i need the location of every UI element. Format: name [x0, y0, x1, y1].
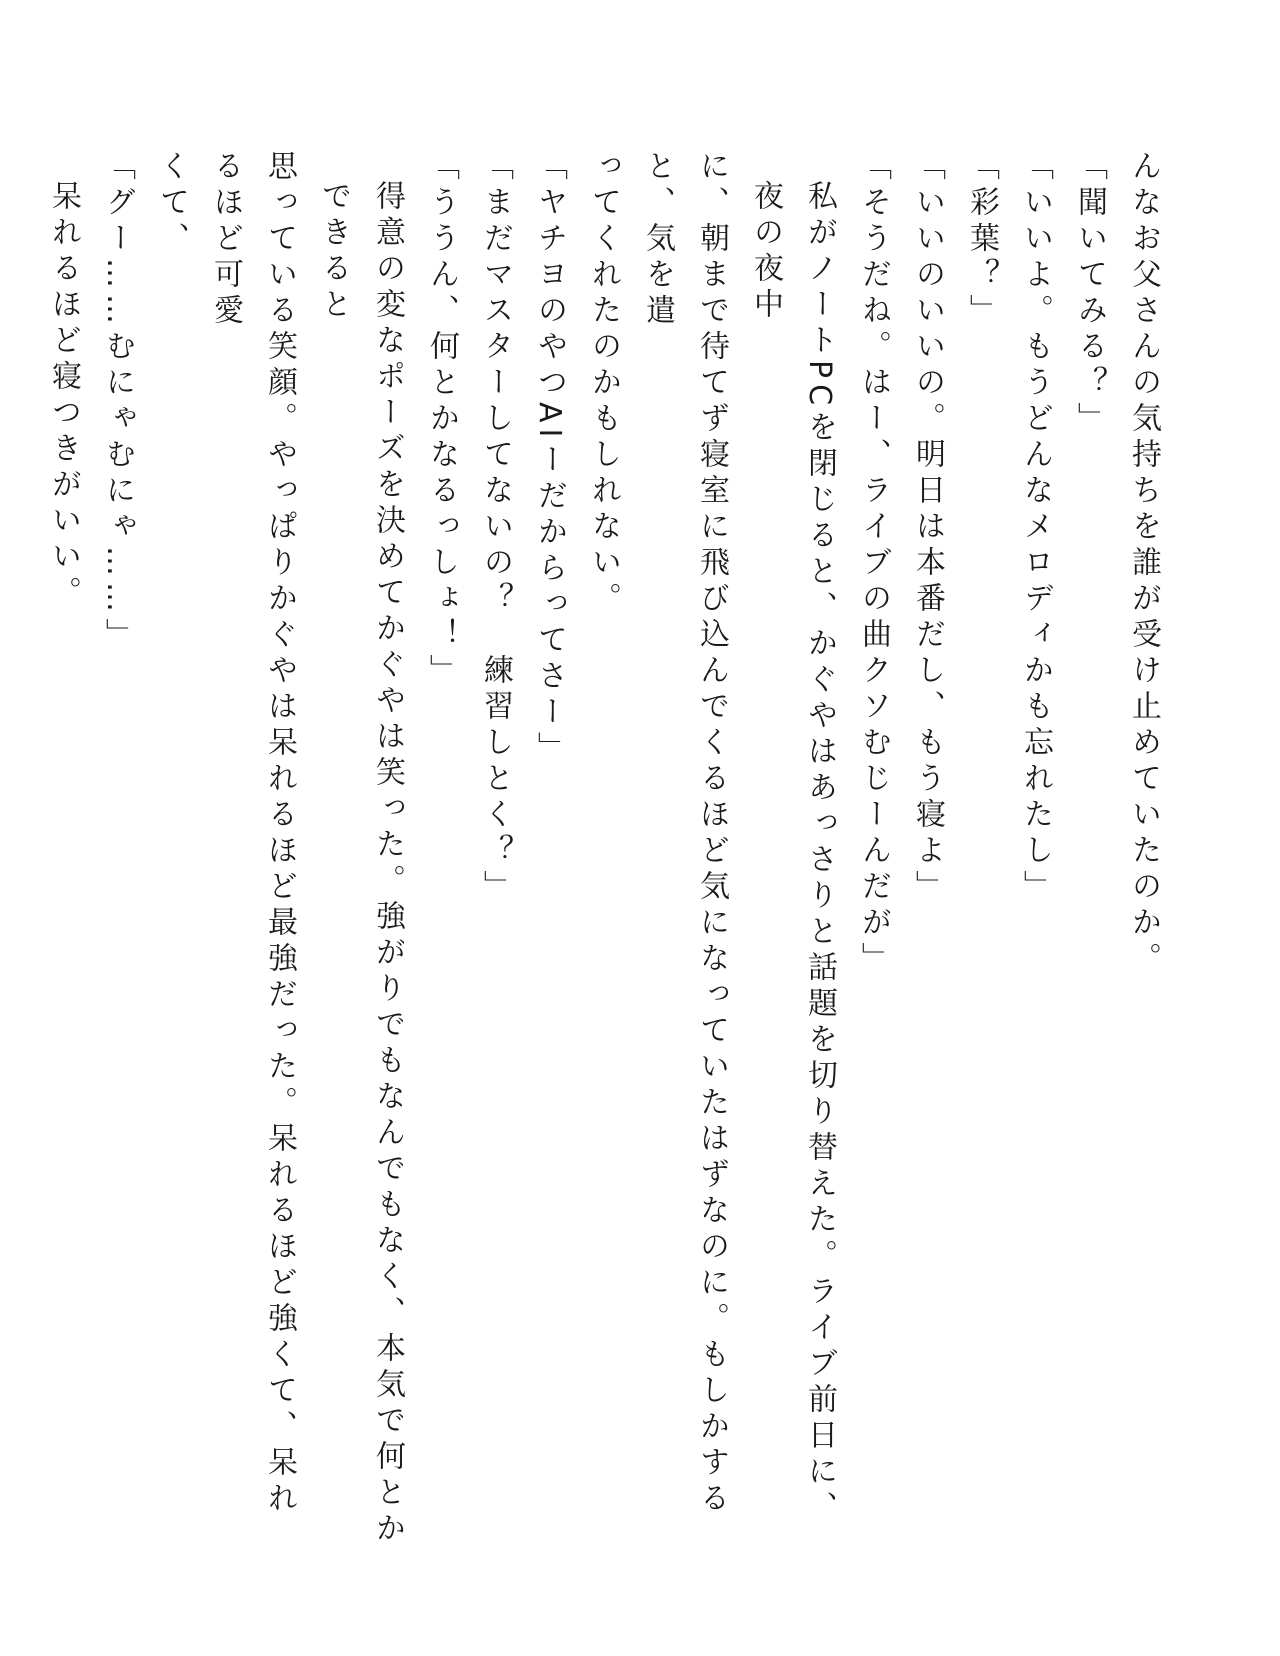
text-line: んなお父さんの気持ちを誰が受け止めていたのか。	[1126, 150, 1161, 978]
text-line: 思っている笑顔。やっぱりかぐやは呆れるほど最強だった。呆れるほど強くて、呆れるほど可愛	[208, 150, 297, 1518]
text-line: 「そうだね。はー、ライブの曲クソむじーんだが」	[856, 150, 891, 978]
text-line: 呆れるほど寝つきがいい。	[46, 180, 81, 612]
text-line: 私がノートPCを閉じると、かぐやはあっさりと話題を切り替えた。ライブ前日に、夜の夜中	[748, 180, 837, 1528]
text-line: 「いいのいいの。明日は本番だし、もう寝よ」	[910, 150, 945, 906]
text-line: 「いいよ。もうどんなメロディかも忘れたし」	[1018, 150, 1053, 906]
text-line: 得意の変なポーズを決めてかぐやは笑った。強がりでもなんでもなく、本気で何とかできると	[316, 180, 405, 1548]
text-line: 「ヤチヨのやつAIーだからってさー」	[532, 150, 567, 768]
text-line: 「まだマスターしてないの？ 練習しとく？」	[478, 150, 513, 906]
text-line: 「聞いてみる？」	[1072, 150, 1107, 438]
text-line: くて、	[154, 150, 189, 258]
text-line: 「グー……むにゃむにゃ……」	[100, 150, 135, 654]
text-line: に、朝まで待てず寝室に飛び込んでくるほど気になっていたはずなのに。もしかすると、気を遣	[640, 150, 729, 1518]
text-line: 「彩葉？」	[964, 150, 999, 330]
text-line: 「ううん、何とかなるっしょ！」	[424, 150, 459, 690]
vertical-text-body	[36, 150, 1170, 1550]
text-line: ってくれたのかもしれない。	[586, 150, 621, 618]
